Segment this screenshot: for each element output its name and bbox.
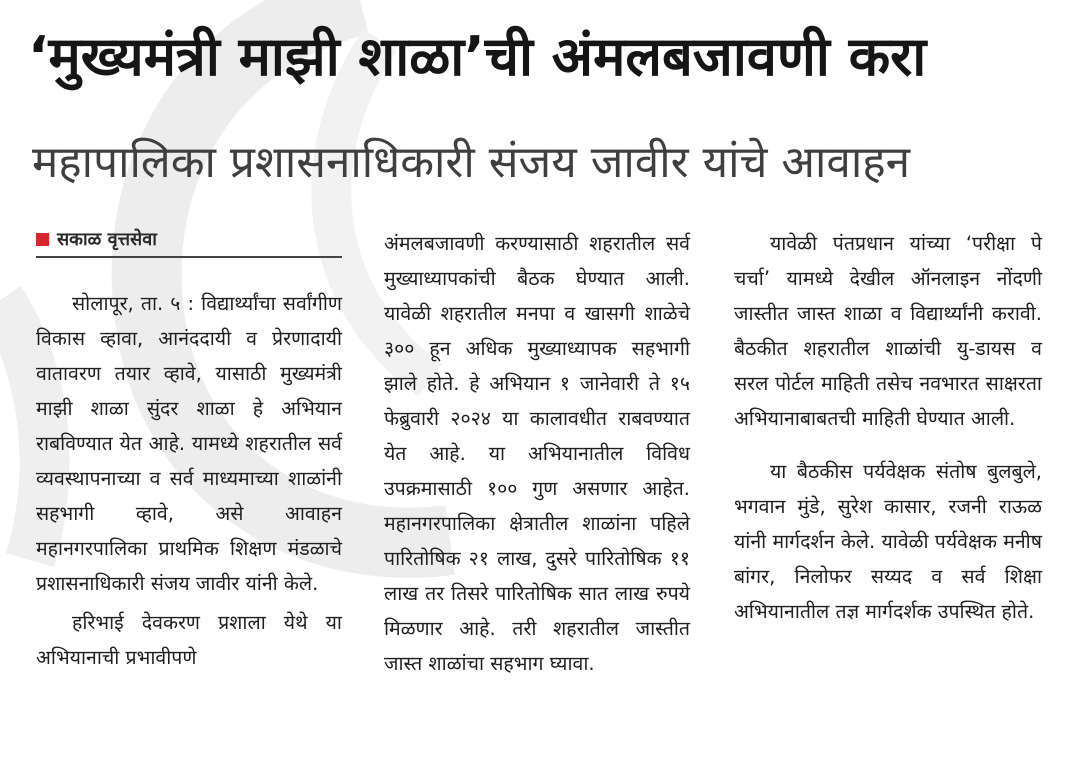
byline-marker (36, 233, 49, 246)
paragraph: सोलापूर, ता. ५ : विद्यार्थ्यांचा सर्वांगीण विकास व्हावा, आनंददायी व प्रेरणादायी वातावरण तयार व्हावे, यासाठी मुख्यमंत्री माझी शाळा सुंदर शाळा हे अभियान राबविण्यात येत आहे. यामध्ये शहरातील सर्व व्यवस्थापनाच्या व सर्व माध्यमाच्या शाळांनी सहभागी व्हावे, असे आवाहन महानगरपालिका प्राथमिक शिक्षण मंडळाचे प्रशासनाधिकारी संजय जावीर यांनी केले. (36, 292, 342, 595)
subheadline: महापालिका प्रशासनाधिकारी संजय जावीर यांचे आवाहन (32, 137, 911, 188)
headline: ‘मुख्यमंत्री माझी शाळा’ची अंमलबजावणी करा (28, 25, 927, 88)
paragraph: अंमलबजावणी करण्यासाठी शहरातील सर्व मुख्याध्यापकांची बैठक घेण्यात आली. यावेळी शहरातील मनपा व खासगी शाळेचे ३०० हून अधिक मुख्याध्यापक सहभागी झाले होते. हे अभियान १ जानेवारी ते १५ फेब्रुवारी २०२४ या कालावधीत राबवण्यात येत आहे. या अभियानातील विविध उपक्रमासाठी १०० गुण असणार आहेत. महानगरपालिका क्षेत्रातील शाळांना पहिले पारितोषिक २१ लाख, दुसरे पारितोषिक ११ लाख तर तिसरे पारितोषिक सात लाख रुपये मिळणार आहे. तरी शहरातील जास्तीत जास्त शाळांचा सहभाग घ्यावा. (384, 232, 690, 675)
article-column-2 (384, 226, 690, 681)
paragraph: यावेळी पंतप्रधान यांच्या ‘परीक्षा पे चर्चा’ यामध्ये देखील ऑनलाइन नोंदणी जास्तीत जास्त शाळा व विद्यार्थ्यांनी करावी. बैठकीत शहरातील शाळांची यु-डायस व सरल पोर्टल माहिती तसेच नवभारत साक्षरता अभियानाबाबतची माहिती घेण्यात आली. (734, 232, 1042, 430)
byline-text: सकाळ वृत्तसेवा (57, 229, 157, 250)
article-column-1 (36, 286, 342, 675)
article-column-3 (734, 226, 1042, 629)
paragraph: हरिभाई देवकरण प्रशाला येथे या अभियानाची प्रभावीपणे (36, 611, 342, 669)
paragraph: या बैठकीस पर्यवेक्षक संतोष बुलबुले, भगवान मुंडे, सुरेश कासार, रजनी राऊळ यांनी मार्गदर्शन केले. यावेळी पर्यवेक्षक मनीष बांगर, निलोफर सय्यद व सर्व शिक्षा अभियानातील तज्ञ मार्गदर्शक उपस्थित होते. (734, 460, 1042, 623)
byline (36, 222, 342, 258)
